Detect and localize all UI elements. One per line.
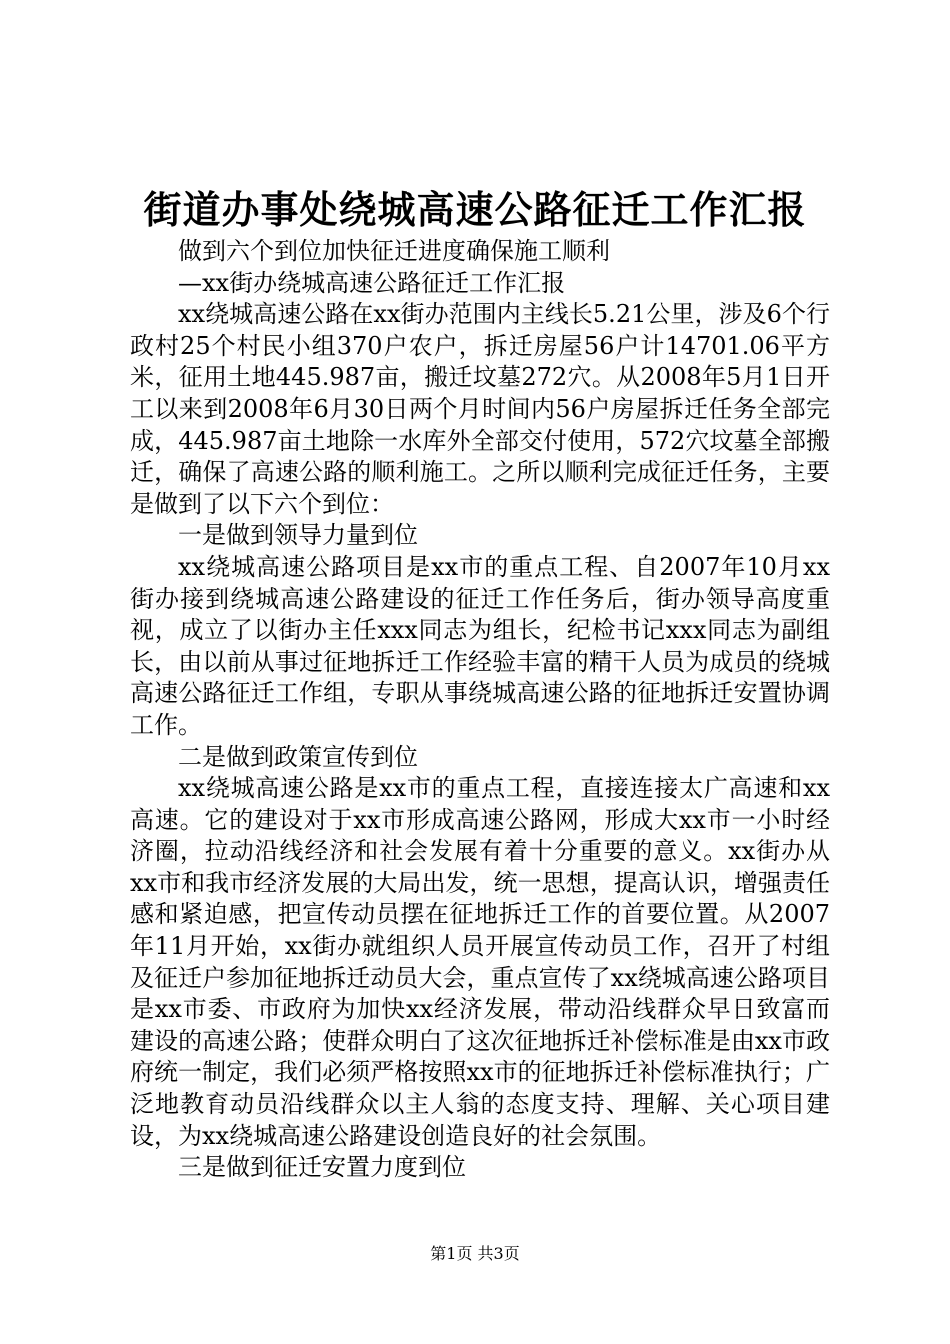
section-heading: 一是做到领导力量到位 [178, 521, 418, 550]
body-paragraph: xx绕城高速公路项目是xx市的重点工程、自2007年10月xx街办接到绕城高速公路建设的征迁工作任务后，街办领导高度重视，成立了以街办主任xxx同志为组长，纪检书记xxx同志为副组长，由以前从事过征地拆迁工作经验丰富的精干人员为成员的绕城高速公路征迁工作组，专职从事绕城高速公路的征地拆迁安置协调工作。 [130, 552, 830, 739]
subtitle-line: 做到六个到位加快征迁进度确保施工顺利 [178, 237, 610, 265]
subtitle-source-line: —xx街办绕城高速公路征迁工作汇报 [178, 268, 566, 297]
section-heading: 二是做到政策宣传到位 [178, 742, 418, 771]
body-paragraph: xx绕城高速公路是xx市的重点工程，直接连接太广高速和xx高速。它的建设对于xx市形成高速公路网，形成大xx市一小时经济圈，拉动沿线经济和社会发展有着十分重要的意义。xx街办从xx市和我市经济发展的大局出发，统一思想，提高认识，增强责任感和紧迫感，把宣传动员摆在征地拆迁工作的首要位置。从2007年11月开始，xx街办就组织人员开展宣传动员工作，召开了村组及征迁户参加征地拆迁动员大会，重点宣传了xx绕城高速公路项目是xx市委、市政府为加快xx经济发展，带动沿线群众早日致富而建设的高速公路；使群众明白了这次征地拆迁补偿标准是由xx市政府统一制定，我们必须严格按照xx市的征地拆迁补偿标准执行；广泛地教育动员沿线群众以主人翁的态度支持、理解、关心项目建设，为xx绕城高速公路建设创造良好的社会氛围。 [130, 774, 830, 1150]
page-footer: 第1页 共3页 [430, 1244, 520, 1263]
document-title: 街道办事处绕城高速公路征迁工作汇报 [143, 187, 807, 232]
section-heading: 三是做到征迁安置力度到位 [178, 1153, 466, 1182]
document-body [130, 236, 830, 1184]
body-paragraph: xx绕城高速公路在xx街办范围内主线长5.21公里，涉及6个行政村25个村民小组370户农户，拆迁房屋56户计14701.06平方米，征用土地445.987亩，搬迁坟墓272穴。从2008年5月1日开工以来到2008年6月30日两个月时间内56户房屋拆迁任务全部完成，445.987亩土地除一水库外全部交付使用，572穴坟墓全部搬迁，确保了高速公路的顺利施工。之所以顺利完成征迁任务，主要是做到了以下六个到位： [130, 300, 830, 518]
